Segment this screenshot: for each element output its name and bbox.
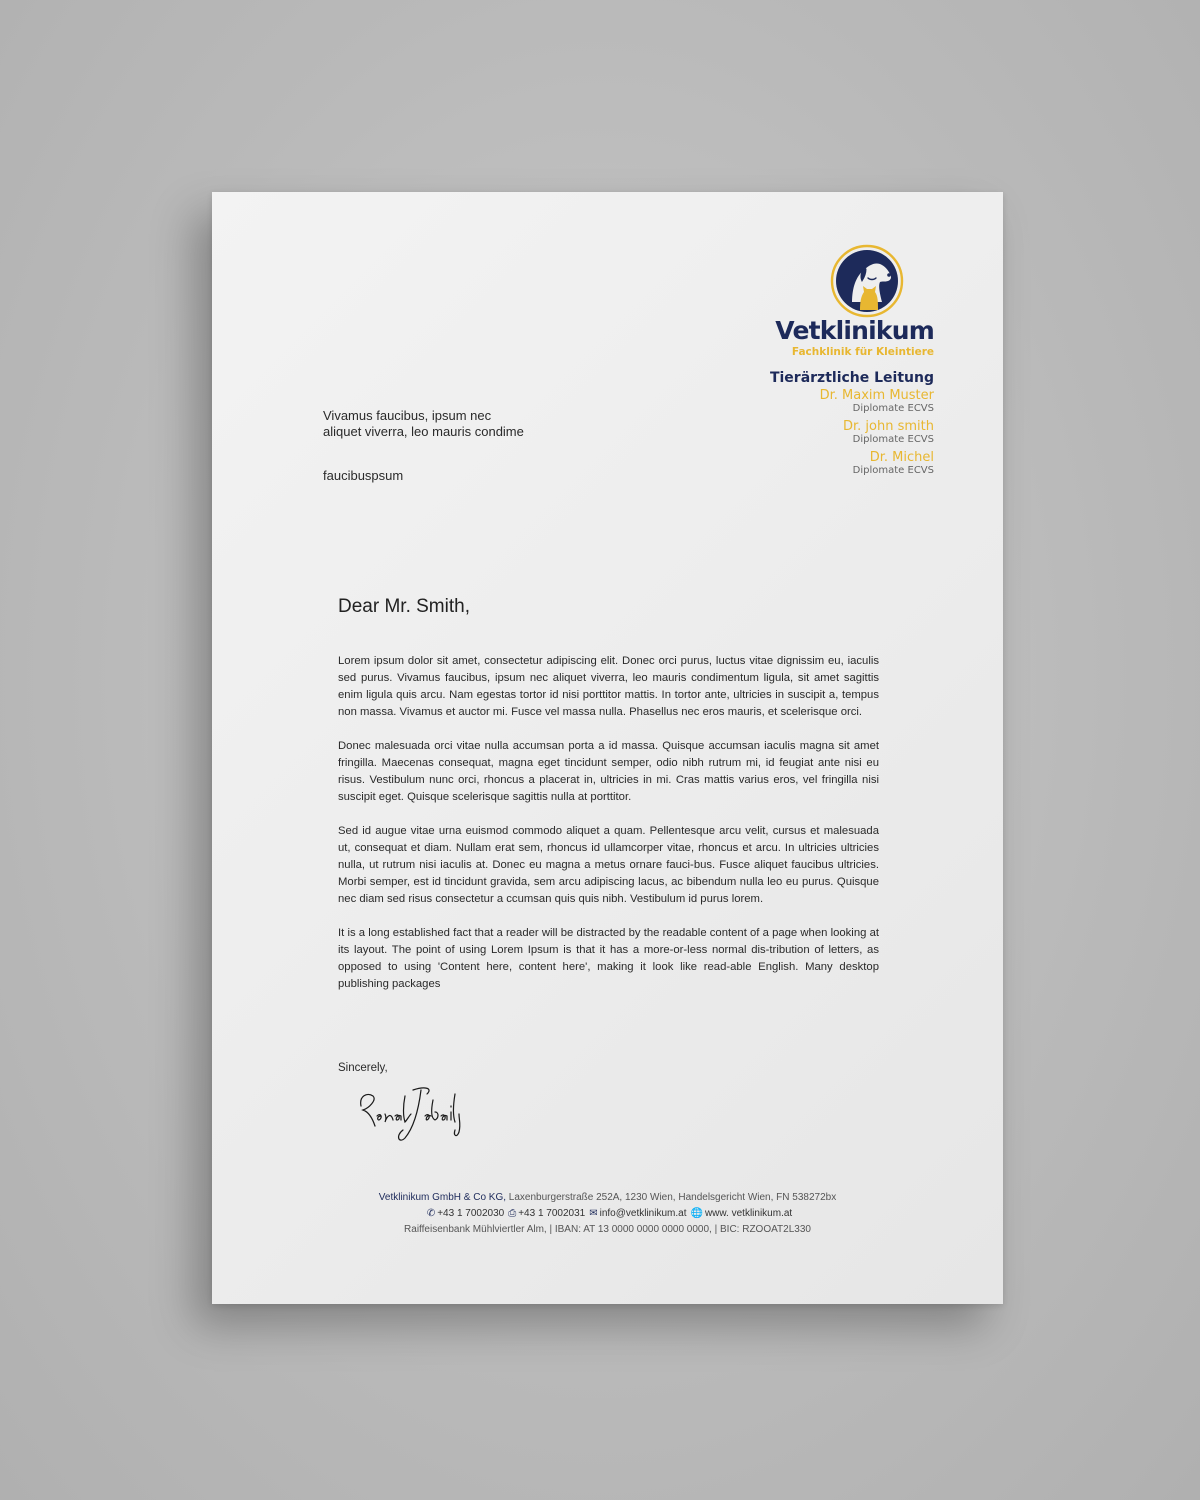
address-line: aliquet viverra, leo mauris condime <box>323 424 524 439</box>
email-address[interactable]: info@vetklinikum.at <box>599 1208 687 1219</box>
leadership-block <box>770 370 934 481</box>
doctor-name: Dr. Michel <box>869 450 934 465</box>
handwritten-signature <box>355 1076 467 1146</box>
footer-bank-line: Raiffeisenbank Mühlviertler Alm, | IBAN: AT 13 0000 0000 0000 0000, | BIC: RZOOAT2L330 <box>404 1224 811 1235</box>
letterhead-page <box>212 192 1003 1304</box>
company-address: Laxenburgerstraße 252A, 1230 Wien, Handelsgericht Wien, FN 538272bx <box>506 1192 837 1203</box>
doctor-name: Dr. Maxim Muster <box>819 388 934 403</box>
doctor-title: Diplomate ECVS <box>852 403 934 414</box>
phone-icon: ✆ <box>426 1208 436 1219</box>
footer-company-line <box>212 1190 1003 1206</box>
brand-name: Vetklinikum <box>775 316 934 345</box>
fax-number: +43 1 7002031 <box>518 1208 586 1219</box>
letter-body <box>338 653 879 1010</box>
body-paragraph: Lorem ipsum dolor sit amet, consectetur adipiscing elit. Donec orci purus, luctus vitae dignissim eu, iaculis sed purus. Vivamus faucibus, ipsum nec aliquet viverra, leo mauris condimentum ligula, sit amet sagittis enim ligula quis arcu. Nam egestas tortor id nisi porttitor mattis. In tortor ante, ultricies in suscipit a, tempus non massa. Vivamus et auctor mi. Fusce vel massa nulla. Phasellus nec eros mauris, et scelerisque orci. <box>338 655 879 718</box>
footer-contact-line <box>212 1206 1003 1222</box>
footer <box>212 1190 1003 1238</box>
address-line: Vivamus faucibus, ipsum nec <box>323 408 492 423</box>
leadership-title: Tierärztliche Leitung <box>769 370 934 386</box>
doctor-title: Diplomate ECVS <box>852 434 934 445</box>
salutation: Dear Mr. Smith, <box>338 596 470 617</box>
doctor-name: Dr. john smith <box>843 419 934 434</box>
company-name: Vetklinikum GmbH & Co KG, <box>378 1192 507 1203</box>
fax-icon: ⎙ <box>508 1208 517 1219</box>
address-line: faucibuspsum <box>323 468 404 483</box>
phone-number: +43 1 7002030 <box>437 1208 505 1219</box>
globe-icon: 🌐 <box>690 1208 703 1219</box>
recipient-address <box>323 408 524 440</box>
doctor-title: Diplomate ECVS <box>852 465 934 476</box>
body-paragraph: Donec malesuada orci vitae nulla accumsan porta a id massa. Quisque accumsan iaculis magna sit amet fringilla. Maecenas consequat, magna eget tincidunt semper, odio nibh rutrum mi, id feugiat ante nisi eu risus. Vestibulum nunc orci, rhoncus a placerat in, ultricies in mi. Cras mattis varius eros, vel fringilla nisi suscipit eget. Quisque scelerisque sagittis nulla at porttitor. <box>338 740 879 803</box>
email-icon: ✉ <box>589 1208 598 1219</box>
brand-tagline: Fachklinik für Kleintiere <box>791 346 934 358</box>
closing: Sincerely, <box>338 1062 388 1074</box>
body-paragraph: Sed id augue vitae urna euismod commodo aliquet a quam. Pellentesque arcu velit, cursus et malesuada ut, consequat et diam. Nullam erat sem, rhoncus id ullamcorper vitae, rhoncus et arcu. In ultricies ultricies nulla, ut rutrum nisi iaculis at. Donec eu magna a metus ornare fauci-bus. Fusce aliquet faucibus ultricies. Morbi semper, est id tincidunt gravida, sem arcu adipiscing lacus, ac bibendum nulla leo eu purus. Quisque nec diam sed risus consectetur a ccumsan quis quis nibh. Vestibulum id purus lorem. <box>338 825 879 905</box>
body-paragraph: It is a long established fact that a reader will be distracted by the readable content of a page when looking at its layout. The point of using Lorem Ipsum is that it has a more-or-less normal dis-tribution of letters, as opposed to using 'Content here, content here', making it look like read-able English. Many desktop publishing packages <box>338 927 879 990</box>
website-link[interactable]: www. vetklinikum.at <box>704 1208 793 1219</box>
dog-cat-logo-icon <box>830 244 904 318</box>
